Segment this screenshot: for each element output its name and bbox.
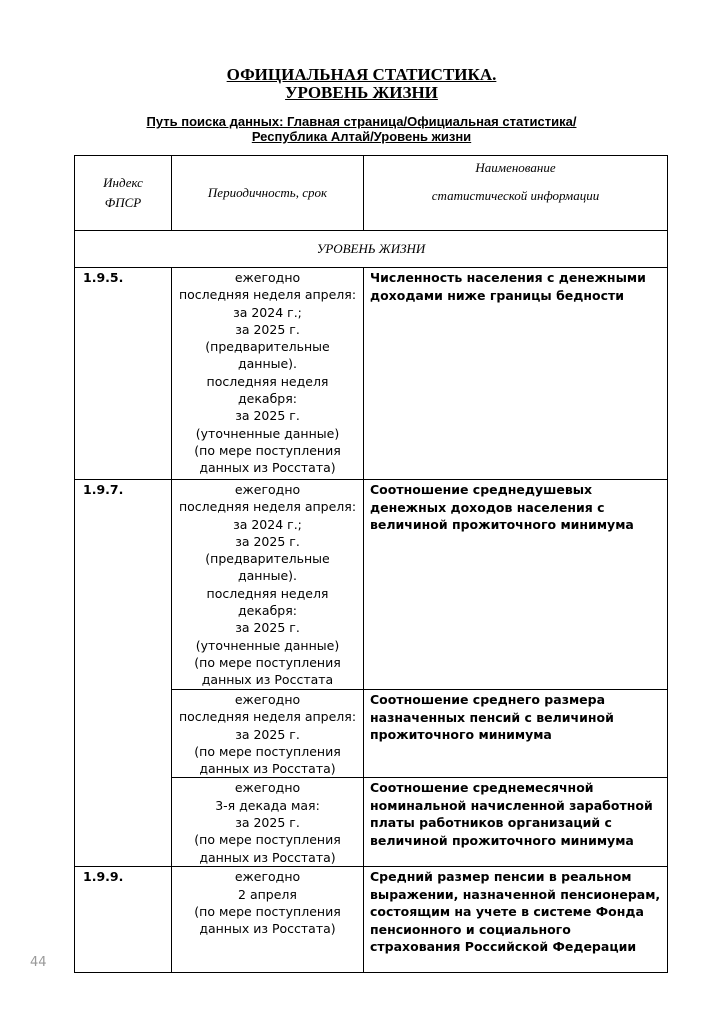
periodicity-line: данных из Росстата) [199, 849, 336, 865]
periodicity-line: данные). [237, 568, 298, 584]
periodicity-line: данных из Росстата) [199, 761, 336, 777]
row-name: Численность населения с денежными доходами ниже границы бедности [364, 268, 668, 480]
table-header-row [75, 156, 668, 231]
row-periodicity [172, 690, 364, 778]
page-title [0, 66, 723, 102]
row-index: 1.9.9. [75, 867, 172, 973]
periodicity-line: 2 апреля [238, 886, 297, 902]
row-name: Соотношение среднемесячной номинальной начисленной заработной платы работников организаций с величиной прожиточного минимума [364, 778, 668, 867]
periodicity-line: за 2025 г. [235, 321, 300, 337]
row-periodicity [172, 778, 364, 867]
periodicity-line: последняя неделя [206, 585, 329, 601]
periodicity-line: ежегодно [234, 692, 301, 707]
search-path-line-1: Путь поиска данных: Главная страница/Официальная статистика/ [146, 114, 577, 129]
periodicity-line: (по мере поступления [194, 904, 341, 920]
periodicity-line: декабря: [238, 603, 297, 619]
periodicity-line: (предварительные [205, 339, 330, 355]
row-periodicity [172, 480, 364, 690]
periodicity-line: (уточненные данные) [195, 637, 340, 653]
periodicity-line: последняя неделя апреля: [178, 287, 357, 303]
periodicity-line: данных из Росстата) [199, 921, 336, 937]
periodicity-line: ежегодно [234, 869, 301, 885]
periodicity-line: за 2025 г. [235, 726, 300, 742]
header-name-line-1: Наименование [475, 160, 556, 175]
periodicity-line: (по мере поступления [194, 442, 341, 458]
table-row [75, 268, 668, 480]
page-number: 44 [30, 955, 47, 970]
header-index-line-1: Индекс [103, 175, 143, 190]
periodicity-line: декабря: [238, 391, 297, 407]
row-periodicity [172, 268, 364, 480]
table-row [75, 480, 668, 690]
row-name: Соотношение среднедушевых денежных доходов населения с величиной прожиточного минимума [364, 480, 668, 690]
periodicity-line: (предварительные [205, 551, 330, 567]
periodicity-line: последняя неделя [206, 373, 329, 389]
header-index [75, 156, 172, 231]
periodicity-line: за 2025 г. [235, 620, 300, 636]
search-path [0, 114, 723, 144]
header-periodicity: Периодичность, срок [172, 156, 364, 231]
periodicity-line: за 2024 г.; [233, 516, 302, 532]
periodicity-line: (по мере поступления [194, 832, 341, 848]
periodicity-line: ежегодно [234, 270, 301, 285]
section-row [75, 231, 668, 268]
table-row [75, 867, 668, 973]
statistics-table [74, 155, 668, 973]
header-index-line-2: ФПСР [104, 195, 142, 210]
periodicity-line: за 2025 г. [235, 533, 300, 549]
periodicity-line: за 2025 г. [235, 815, 300, 831]
periodicity-line: последняя неделя апреля: [178, 499, 357, 515]
periodicity-line: ежегодно [234, 482, 301, 497]
periodicity-line: (по мере поступления [194, 654, 341, 670]
periodicity-line: данных из Росстата) [199, 460, 336, 476]
header-name-line-2: статистической информации [431, 188, 600, 203]
title-line-2: УРОВЕНЬ ЖИЗНИ [285, 83, 438, 102]
section-title: УРОВЕНЬ ЖИЗНИ [75, 231, 668, 268]
row-periodicity [172, 867, 364, 973]
row-index: 1.9.7. [75, 480, 172, 867]
search-path-line-2: Республика Алтай/Уровень жизни [251, 129, 472, 144]
row-name: Средний размер пенсии в реальном выражении, назначенной пенсионерам, состоящим на учете в системе Фонда пенсионного и социального страхования Российской Федерации [364, 867, 668, 973]
periodicity-line: 3-я декада мая: [215, 797, 320, 813]
periodicity-line: за 2025 г. [235, 408, 300, 424]
periodicity-line: (уточненные данные) [195, 425, 340, 441]
periodicity-line: (по мере поступления [194, 743, 341, 759]
periodicity-line: данные). [237, 356, 298, 372]
header-name [364, 156, 668, 231]
periodicity-line: ежегодно [234, 780, 301, 796]
row-name: Соотношение среднего размера назначенных пенсий с величиной прожиточного минимума [364, 690, 668, 778]
periodicity-line: за 2024 г.; [233, 304, 302, 320]
row-index: 1.9.5. [75, 268, 172, 480]
title-line-1: ОФИЦИАЛЬНАЯ СТАТИСТИКА. [226, 65, 497, 84]
periodicity-line: последняя неделя апреля: [178, 709, 357, 725]
periodicity-line: данных из Росстата [201, 672, 334, 688]
